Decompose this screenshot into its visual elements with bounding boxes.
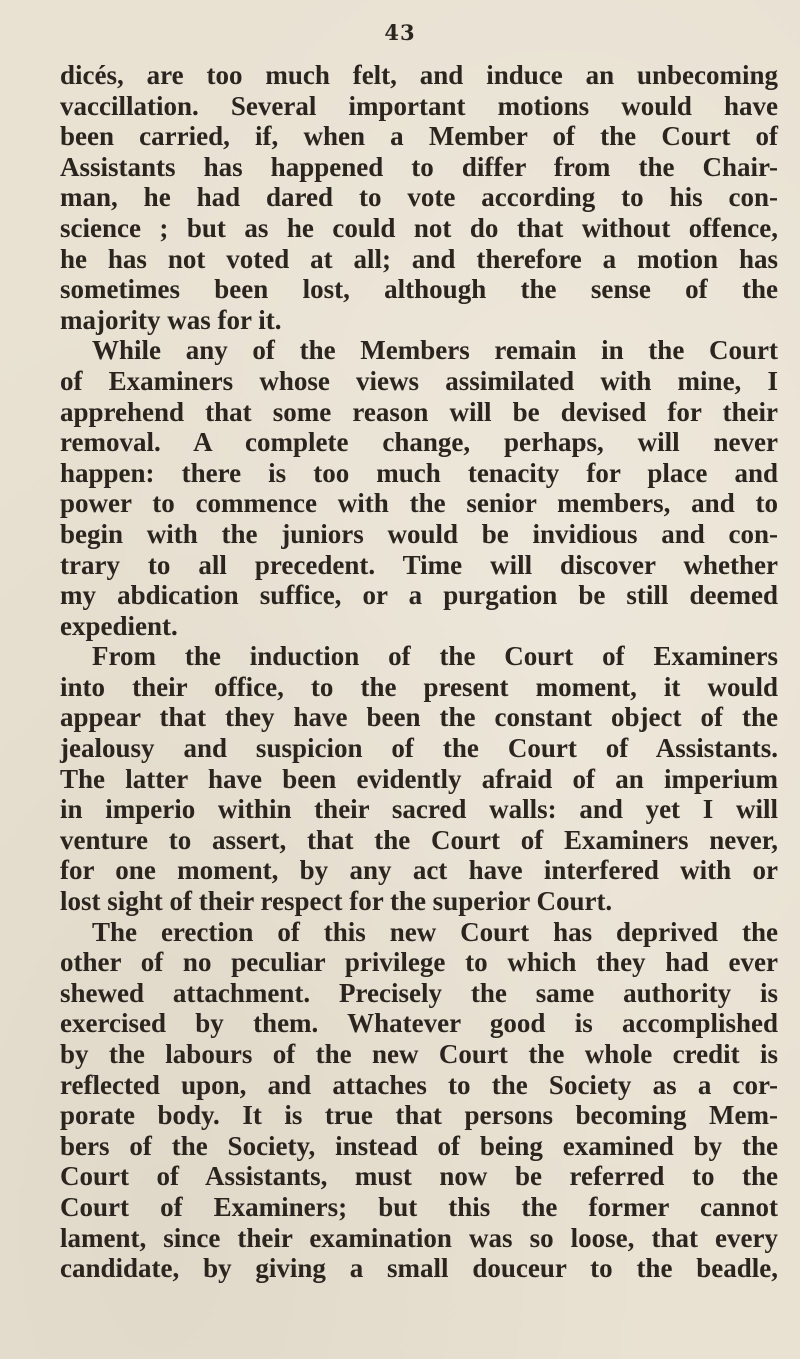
text-line: lost sight of their respect for the superior Court.	[60, 886, 613, 917]
text-line: venture to assert, that the Court of Examiners never,	[60, 824, 778, 855]
text-line: jealousy and suspicion of the Court of Assistants.	[60, 733, 778, 764]
paragraph-2	[60, 335, 778, 641]
text-line: power to commence with the senior members, and to	[60, 488, 778, 519]
text-line: begin with the juniors would be invidious and con-	[60, 518, 778, 549]
text-line: he has not voted at all; and therefore a motion has	[60, 243, 778, 274]
text-line: my abdication suffice, or a purgation be still deemed	[60, 580, 778, 611]
text-line: candidate, by giving a small douceur to the beadle,	[60, 1253, 778, 1284]
text-line: of Examiners whose views assimilated with mine, I	[60, 365, 778, 396]
text-line: Assistants has happened to differ from the Chair-	[60, 151, 778, 182]
text-line: While any of the Members remain in the Court	[92, 335, 778, 366]
text-line: trary to all precedent. Time will discover whether	[60, 549, 778, 580]
body-text	[60, 60, 778, 1284]
text-line: The latter have been evidently afraid of an imperium	[60, 763, 778, 794]
text-line: expedient.	[60, 610, 178, 641]
text-line: Court of Examiners; but this the former cannot	[60, 1191, 778, 1222]
page-number: 43	[384, 20, 416, 45]
text-line: for one moment, by any act have interfered with or	[60, 855, 778, 886]
text-line: From the induction of the Court of Examiners	[92, 641, 778, 672]
text-line: dicés, are too much felt, and induce an unbecoming	[60, 60, 778, 90]
text-line: into their office, to the present moment, it would	[60, 671, 778, 702]
text-line: been carried, if, when a Member of the Court of	[60, 121, 778, 152]
text-line: majority was for it.	[60, 304, 282, 335]
paragraph-3	[60, 641, 778, 916]
text-line: by the labours of the new Court the whole credit is	[60, 1039, 778, 1069]
text-line: happen: there is too much tenacity for place and	[60, 457, 778, 488]
paragraph-4	[60, 917, 778, 1284]
text-line: science ; but as he could not do that without offence,	[60, 212, 778, 243]
text-line: exercised by them. Whatever good is accomplished	[60, 1008, 778, 1039]
text-line: bers of the Society, instead of being examined by the	[60, 1130, 778, 1161]
text-line: lament, since their examination was so loose, that every	[60, 1222, 778, 1253]
text-line: removal. A complete change, perhaps, will never	[60, 427, 778, 458]
text-line: porate body. It is true that persons becoming Mem-	[60, 1100, 778, 1131]
text-line: Court of Assistants, must now be referred to the	[60, 1161, 778, 1192]
text-line: man, he had dared to vote according to his con-	[60, 182, 778, 213]
text-line: shewed attachment. Precisely the same authority is	[60, 977, 778, 1008]
text-line: vaccillation. Several important motions would have	[60, 90, 778, 121]
text-line: other of no peculiar privilege to which they had ever	[60, 947, 778, 978]
text-line: appear that they have been the constant object of the	[60, 702, 778, 733]
text-line: reflected upon, and attaches to the Society as a cor-	[60, 1069, 778, 1100]
text-line: sometimes been lost, although the sense of the	[60, 274, 778, 305]
paragraph-1	[60, 60, 778, 335]
text-line: in imperio within their sacred walls: and yet I will	[60, 794, 778, 825]
text-line: The erection of this new Court has deprived the	[92, 916, 778, 947]
text-line: apprehend that some reason will be devised for their	[60, 396, 778, 427]
